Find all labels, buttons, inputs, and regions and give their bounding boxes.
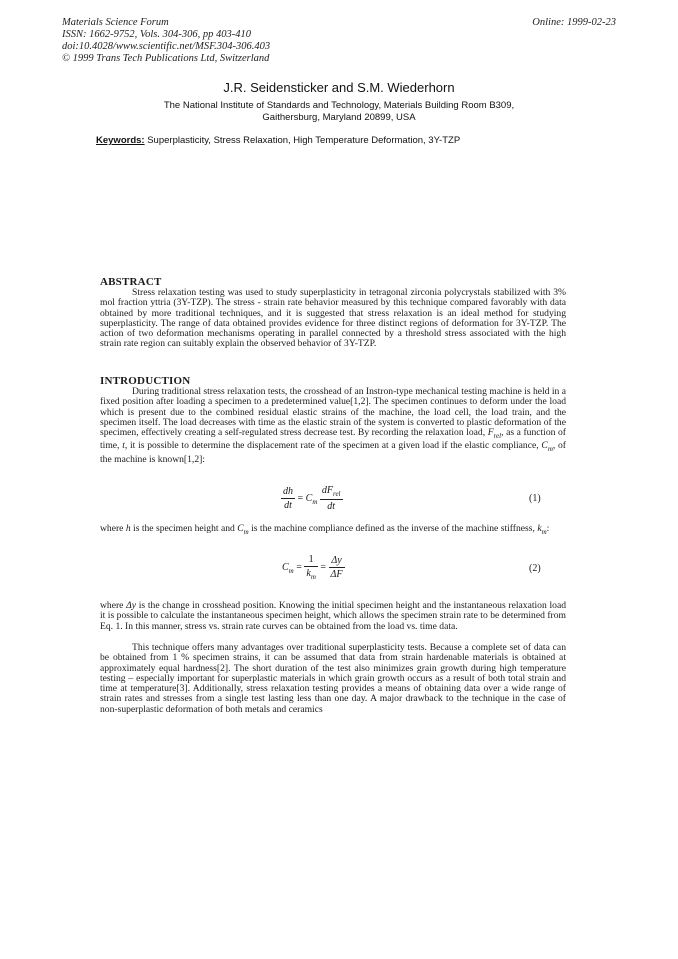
keywords	[96, 135, 460, 146]
abstract-text: Stress relaxation testing was used to study superplasticity in tetragonal zirconia polycrystals stabilized with 3% mol fraction yttria (3Y-TZP). The stress - strain rate behavior measured by this technique compared favorably with data obtained by more traditional techniques, and it is suggested that stress relaxation is an ideal method for studying superplasticity. The range of data obtained provides evidence for three distinct regions of deformation for 3Y-TZP. The action of two deformation mechanisms operating in parallel connected by a threshold stress associated with the high strain rate region can suitably explain the observed behavior of 3Y-TZP.	[100, 287, 566, 350]
publication-header	[62, 17, 270, 65]
affiliation-line-2: Gaithersburg, Maryland 20899, USA	[262, 112, 416, 123]
intro-paragraph-2: where h is the specimen height and $C_m$ is the machine compliance defined as the inverse of the machine stiffness, $k_m$:	[100, 523, 550, 536]
keywords-text: Superplasticity, Stress Relaxation, High Temperature Deformation, 3Y-TZP	[147, 135, 461, 146]
equation-1-number: (1)	[529, 493, 541, 504]
intro-paragraph-1: During traditional stress relaxation tests, the crosshead of an Instron-type mechanical testing machine is held in a fixed position after loading a specimen to a predetermined value[1,2]. The specimen continues to deform under the load which is present due to the combined residual elastic strains of the machine, the load cell, the load train, and the specimen itself. The load decreases with time as the elastic strain of the system is converted to plastic deformation of the specimen, effectively creating a self-regulated stress decrease test. By recording the relaxation load, $F_{rel}$, as a function of time, t, it is possible to determine the displacement rate of the specimen at a given load if the elastic compliance, $C_m$, of the machine is known[1,2]:	[100, 386, 567, 465]
equation-2-number: (2)	[529, 563, 541, 574]
equation-2: $C_m$ = $\frac{1}{k_m}$ = $\frac{\Delta y}{\Delta F}$	[282, 554, 343, 581]
online-date: Online: 1999-02-23	[532, 17, 616, 28]
intro-paragraph-4: This technique offers many advantages over traditional superplasticity tests. Because a complete set of data can be obtained from 1 % specimen strains, it can be assumed that data from strain hardenable materials is obtained at approximately equal hardness[2]. The short duration of the test also minimizes grain growth during high temperature testing – especially important for superplastic materials in which grain growth occurs as a result of both total strain and time at temperature[3]. Additionally, stress relaxation testing provides a means of obtaining data over a wide range of strain rates and stresses from a single test lasting less than one day. A major drawback to the technique in the case of non-superplastic deformation of both metals and ceramics	[100, 642, 566, 715]
affiliation	[0, 100, 678, 124]
authors: J.R. Seidensticker and S.M. Wiederhorn	[223, 80, 455, 95]
journal-name: Materials Science Forum	[62, 17, 169, 28]
issn-line: ISSN: 1662-9752, Vols. 304-306, pp 403-410	[62, 29, 251, 40]
abstract-title: ABSTRACT	[100, 276, 162, 288]
keywords-label: Keywords:	[96, 135, 145, 146]
copyright-line: © 1999 Trans Tech Publications Ltd, Switzerland	[62, 53, 270, 64]
introduction-title: INTRODUCTION	[100, 375, 191, 387]
equation-1: $\frac{dh}{dt}$ = $C_m$ $\frac{dF_{rel}}{dt}$	[283, 485, 341, 512]
affiliation-line-1: The National Institute of Standards and Technology, Materials Building Room B309,	[163, 100, 515, 111]
intro-paragraph-3: where Δy is the change in crosshead position. Knowing the initial specimen height and the instantaneous relaxation load it is possible to calculate the instantaneous specimen height, which allows the specimen strain rate to be determined from Eq. 1. In this manner, stress vs. strain rate curves can be obtained from the load vs. time data.	[100, 600, 566, 632]
doi-line: doi:10.4028/www.scientific.net/MSF.304-306.403	[62, 41, 271, 52]
